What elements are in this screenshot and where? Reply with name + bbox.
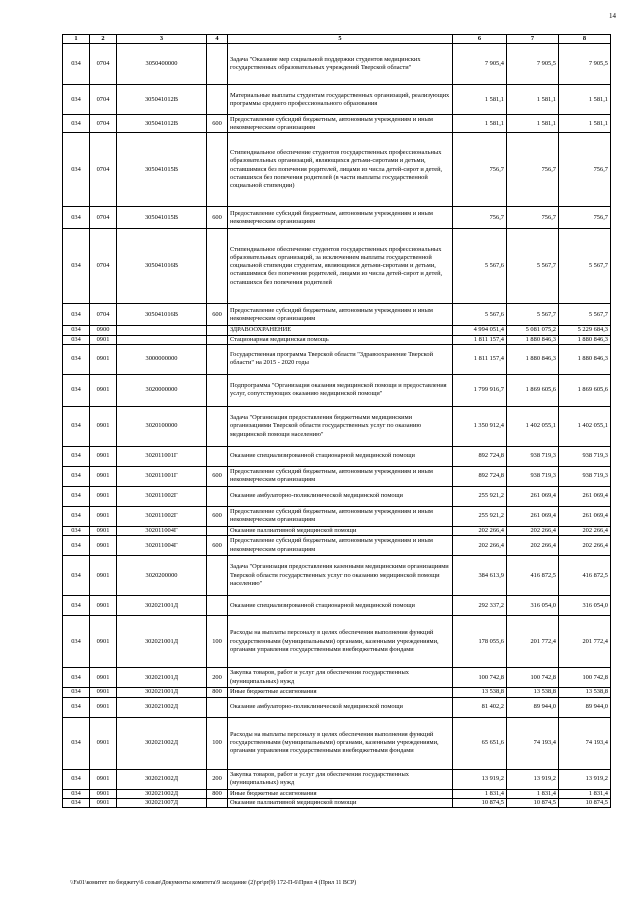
cell-item-name: Расходы на выплаты персоналу в целях обеспечения выполнения функций государственными (муниципальными) органами, казенными учреждениями, органами управления государственными внебюджетными фондами	[228, 616, 453, 668]
cell-amount-col8: 10 874,5	[559, 798, 611, 807]
cell-target-article: 302011001Г	[117, 446, 207, 466]
cell-target-article: 305041016В	[117, 229, 207, 304]
cell-amount-col8: 261 069,4	[559, 486, 611, 506]
cell-amount-col6: 13 919,2	[453, 769, 507, 789]
cell-amount-col7: 316 054,0	[507, 596, 559, 616]
cell-amount-col6: 202 266,4	[453, 526, 507, 535]
cell-section-code: 034	[63, 798, 90, 807]
cell-item-name: Иные бюджетные ассигнования	[228, 688, 453, 697]
cell-expense-type	[207, 44, 228, 85]
cell-subsection-code: 0704	[90, 304, 117, 326]
cell-subsection-code: 0704	[90, 207, 117, 229]
table-row	[63, 115, 611, 133]
table-header-row	[63, 35, 611, 44]
cell-expense-type	[207, 344, 228, 374]
cell-section-code: 034	[63, 616, 90, 668]
cell-amount-col7: 938 719,3	[507, 466, 559, 486]
cell-item-name: Расходы на выплаты персоналу в целях обеспечения выполнения функций государственными (муниципальными) органами, казенными учреждениями, органами управления государственными внебюджетными фондами	[228, 717, 453, 769]
cell-amount-col7: 89 944,0	[507, 697, 559, 717]
cell-amount-col7: 13 538,8	[507, 688, 559, 697]
cell-item-name: Оказание специализированной стационарной медицинской помощи	[228, 446, 453, 466]
cell-subsection-code: 0901	[90, 697, 117, 717]
cell-section-code: 034	[63, 326, 90, 335]
cell-amount-col7: 756,7	[507, 207, 559, 229]
cell-target-article: 302021001Д	[117, 688, 207, 697]
cell-amount-col8: 1 581,1	[559, 115, 611, 133]
cell-amount-col8: 1 581,1	[559, 85, 611, 115]
cell-target-article: 3000000000	[117, 344, 207, 374]
cell-expense-type	[207, 85, 228, 115]
cell-expense-type	[207, 335, 228, 344]
cell-amount-col7: 261 069,4	[507, 506, 559, 526]
cell-amount-col7: 1 831,4	[507, 789, 559, 798]
cell-amount-col6: 1 831,4	[453, 789, 507, 798]
cell-target-article: 3020200000	[117, 556, 207, 596]
cell-target-article: 3020000000	[117, 374, 207, 406]
table-row	[63, 486, 611, 506]
cell-section-code: 034	[63, 44, 90, 85]
budget-table	[62, 34, 611, 808]
cell-subsection-code: 0901	[90, 668, 117, 688]
cell-item-name: Государственная программа Тверской области "Здравоохранение Тверской области" на 2015 - 2020 годы	[228, 344, 453, 374]
cell-target-article: 302011002Г	[117, 486, 207, 506]
cell-amount-col6: 5 567,6	[453, 304, 507, 326]
cell-amount-col6: 1 581,1	[453, 115, 507, 133]
cell-item-name: Задача "Организация предоставления казенными медицинскими организациями Тверской области государственных услуг по оказанию медицинской помощи населению"	[228, 556, 453, 596]
cell-amount-col6: 1 799 916,7	[453, 374, 507, 406]
table-row	[63, 229, 611, 304]
cell-expense-type	[207, 596, 228, 616]
table-row	[63, 44, 611, 85]
cell-amount-col6: 384 613,9	[453, 556, 507, 596]
column-header: 3	[117, 35, 207, 44]
column-header: 4	[207, 35, 228, 44]
table-row	[63, 133, 611, 207]
cell-amount-col8: 74 193,4	[559, 717, 611, 769]
cell-section-code: 034	[63, 207, 90, 229]
cell-subsection-code: 0704	[90, 44, 117, 85]
cell-amount-col6: 892 724,8	[453, 466, 507, 486]
cell-item-name: Подпрограмма "Организация оказания медицинской помощи и предоставления услуг, сопутствующих оказанию медицинской помощи"	[228, 374, 453, 406]
cell-amount-col6: 10 874,5	[453, 798, 507, 807]
cell-subsection-code: 0901	[90, 596, 117, 616]
cell-target-article: 302021001Д	[117, 616, 207, 668]
cell-amount-col8: 756,7	[559, 207, 611, 229]
table-row	[63, 406, 611, 446]
cell-target-article: 305041012В	[117, 85, 207, 115]
cell-subsection-code: 0901	[90, 616, 117, 668]
cell-amount-col6: 1 581,1	[453, 85, 507, 115]
cell-target-article: 302021002Д	[117, 717, 207, 769]
cell-amount-col7: 1 581,1	[507, 85, 559, 115]
cell-section-code: 034	[63, 304, 90, 326]
cell-item-name: Предоставление субсидий бюджетным, автономным учреждениям и иным некоммерческим организациям	[228, 536, 453, 556]
cell-section-code: 034	[63, 688, 90, 697]
cell-amount-col8: 5 229 684,3	[559, 326, 611, 335]
column-header: 5	[228, 35, 453, 44]
cell-amount-col7: 5 081 075,2	[507, 326, 559, 335]
table-row	[63, 374, 611, 406]
cell-section-code: 034	[63, 697, 90, 717]
cell-item-name: Закупка товаров, работ и услуг для обеспечения государственных (муниципальных) нужд	[228, 769, 453, 789]
table-row	[63, 85, 611, 115]
cell-amount-col8: 756,7	[559, 133, 611, 207]
cell-subsection-code: 0901	[90, 374, 117, 406]
cell-item-name: Оказание паллиативной медицинской помощи	[228, 798, 453, 807]
cell-target-article: 305041012В	[117, 115, 207, 133]
cell-target-article: 302011004Г	[117, 526, 207, 535]
cell-target-article: 3050400000	[117, 44, 207, 85]
cell-amount-col6: 5 567,6	[453, 229, 507, 304]
cell-amount-col7: 202 266,4	[507, 536, 559, 556]
cell-subsection-code: 0900	[90, 326, 117, 335]
cell-expense-type: 200	[207, 668, 228, 688]
cell-amount-col7: 416 872,5	[507, 556, 559, 596]
cell-amount-col7: 1 880 846,3	[507, 344, 559, 374]
cell-section-code: 034	[63, 789, 90, 798]
cell-target-article: 302021002Д	[117, 769, 207, 789]
cell-target-article: 305041015В	[117, 207, 207, 229]
cell-amount-col6: 255 921,2	[453, 486, 507, 506]
cell-expense-type	[207, 556, 228, 596]
table-row	[63, 506, 611, 526]
cell-expense-type	[207, 526, 228, 535]
cell-amount-col7: 1 581,1	[507, 115, 559, 133]
cell-item-name: Стационарная медицинская помощь	[228, 335, 453, 344]
cell-subsection-code: 0901	[90, 526, 117, 535]
cell-item-name: Закупка товаров, работ и услуг для обеспечения государственных (муниципальных) нужд	[228, 668, 453, 688]
cell-expense-type: 800	[207, 789, 228, 798]
cell-section-code: 034	[63, 446, 90, 466]
cell-section-code: 034	[63, 344, 90, 374]
cell-section-code: 034	[63, 374, 90, 406]
cell-subsection-code: 0901	[90, 556, 117, 596]
cell-section-code: 034	[63, 506, 90, 526]
column-header: 6	[453, 35, 507, 44]
table-row	[63, 798, 611, 807]
cell-subsection-code: 0901	[90, 446, 117, 466]
cell-amount-col8: 938 719,3	[559, 446, 611, 466]
cell-amount-col7: 74 193,4	[507, 717, 559, 769]
page-number: 14	[609, 12, 616, 20]
cell-item-name: Оказание специализированной стационарной медицинской помощи	[228, 596, 453, 616]
cell-section-code: 034	[63, 526, 90, 535]
cell-amount-col8: 1 869 605,6	[559, 374, 611, 406]
cell-section-code: 034	[63, 406, 90, 446]
cell-amount-col6: 1 811 157,4	[453, 344, 507, 374]
cell-subsection-code: 0901	[90, 688, 117, 697]
cell-amount-col7: 5 567,7	[507, 229, 559, 304]
cell-expense-type: 600	[207, 115, 228, 133]
cell-subsection-code: 0704	[90, 85, 117, 115]
cell-amount-col6: 4 994 051,4	[453, 326, 507, 335]
cell-expense-type	[207, 486, 228, 506]
cell-amount-col8: 7 905,5	[559, 44, 611, 85]
cell-amount-col7: 1 402 055,1	[507, 406, 559, 446]
cell-amount-col6: 7 905,4	[453, 44, 507, 85]
table-row	[63, 556, 611, 596]
cell-expense-type	[207, 133, 228, 207]
cell-expense-type	[207, 326, 228, 335]
table-row	[63, 596, 611, 616]
cell-subsection-code: 0901	[90, 536, 117, 556]
cell-section-code: 034	[63, 486, 90, 506]
cell-target-article: 305041016В	[117, 304, 207, 326]
cell-expense-type: 600	[207, 466, 228, 486]
table-row	[63, 536, 611, 556]
cell-amount-col7: 13 919,2	[507, 769, 559, 789]
table-row	[63, 717, 611, 769]
cell-item-name: Предоставление субсидий бюджетным, автономным учреждениям и иным некоммерческим организациям	[228, 207, 453, 229]
cell-section-code: 034	[63, 229, 90, 304]
cell-target-article: 302021002Д	[117, 697, 207, 717]
cell-amount-col8: 100 742,8	[559, 668, 611, 688]
cell-amount-col7: 1 880 846,3	[507, 335, 559, 344]
table-row	[63, 344, 611, 374]
table-row	[63, 446, 611, 466]
table-row	[63, 688, 611, 697]
cell-expense-type: 800	[207, 688, 228, 697]
cell-amount-col8: 1 831,4	[559, 789, 611, 798]
cell-section-code: 034	[63, 466, 90, 486]
cell-target-article: 302021002Д	[117, 789, 207, 798]
table-row	[63, 789, 611, 798]
cell-subsection-code: 0901	[90, 466, 117, 486]
cell-target-article: 302011004Г	[117, 536, 207, 556]
cell-amount-col6: 100 742,8	[453, 668, 507, 688]
cell-item-name: Оказание паллиативной медицинской помощи	[228, 526, 453, 535]
cell-amount-col8: 89 944,0	[559, 697, 611, 717]
cell-amount-col6: 65 651,6	[453, 717, 507, 769]
cell-amount-col8: 5 567,7	[559, 304, 611, 326]
cell-amount-col8: 1 880 846,3	[559, 335, 611, 344]
cell-amount-col7: 201 772,4	[507, 616, 559, 668]
cell-item-name: Оказание амбулаторно-поликлинической медицинской помощи	[228, 486, 453, 506]
cell-amount-col7: 100 742,8	[507, 668, 559, 688]
cell-amount-col7: 10 874,5	[507, 798, 559, 807]
cell-item-name: Стипендиальное обеспечение студентов государственных профессиональных образовательных организаций, за исключением выплаты государственной социальной стипендии студентам, являющимся детьми-сиротами и детьми, оставшимися без попечения родителей, лицами из числа детей-сирот и детей, оставшихся без попечения родителей	[228, 229, 453, 304]
cell-subsection-code: 0901	[90, 769, 117, 789]
cell-item-name: Материальные выплаты студентам государственных организаций, реализующих программы среднего профессионального образования	[228, 85, 453, 115]
cell-amount-col8: 416 872,5	[559, 556, 611, 596]
cell-item-name: Предоставление субсидий бюджетным, автономным учреждениям и иным некоммерческим организациям	[228, 506, 453, 526]
table-row	[63, 668, 611, 688]
cell-expense-type	[207, 406, 228, 446]
column-header: 2	[90, 35, 117, 44]
cell-section-code: 034	[63, 556, 90, 596]
table-row	[63, 207, 611, 229]
cell-item-name: Задача "Оказание мер социальной поддержки студентов медицинских государственных образовательных учреждений Тверской области"	[228, 44, 453, 85]
cell-amount-col8: 201 772,4	[559, 616, 611, 668]
column-header: 7	[507, 35, 559, 44]
cell-amount-col7: 5 567,7	[507, 304, 559, 326]
cell-amount-col6: 13 538,8	[453, 688, 507, 697]
table-row	[63, 326, 611, 335]
cell-amount-col8: 13 538,8	[559, 688, 611, 697]
table-row	[63, 697, 611, 717]
cell-expense-type	[207, 446, 228, 466]
cell-subsection-code: 0901	[90, 486, 117, 506]
cell-subsection-code: 0901	[90, 798, 117, 807]
cell-amount-col8: 1 402 055,1	[559, 406, 611, 446]
cell-amount-col7: 1 869 605,6	[507, 374, 559, 406]
cell-target-article: 302021001Д	[117, 596, 207, 616]
cell-amount-col8: 202 266,4	[559, 536, 611, 556]
table-row	[63, 466, 611, 486]
cell-subsection-code: 0901	[90, 344, 117, 374]
cell-target-article: 302011001Г	[117, 466, 207, 486]
cell-section-code: 034	[63, 335, 90, 344]
footer-file-path: \\Fs01\комитет по бюджету\6 созыв\Документы комитета\9 заседание (2)\pr\pr(9) 172-П-6\Прил 4 (Прил 11 ВСР)	[70, 880, 357, 886]
cell-expense-type: 100	[207, 717, 228, 769]
cell-subsection-code: 0901	[90, 717, 117, 769]
cell-amount-col6: 1 350 912,4	[453, 406, 507, 446]
cell-section-code: 034	[63, 717, 90, 769]
cell-amount-col7: 261 069,4	[507, 486, 559, 506]
cell-target-article	[117, 326, 207, 335]
cell-expense-type	[207, 798, 228, 807]
cell-item-name: Предоставление субсидий бюджетным, автономным учреждениям и иным некоммерческим организациям	[228, 115, 453, 133]
cell-item-name: Стипендиальное обеспечение студентов государственных профессиональных образовательных организаций, являющихся детьми-сиротами и детьми, оставшимися без попечения родителей, лицами из числа детей-сирот и детей, оставшихся без попечения родителей (в части выплаты государственной социальной стипендии)	[228, 133, 453, 207]
cell-item-name: Предоставление субсидий бюджетным, автономным учреждениям и иным некоммерческим организациям	[228, 304, 453, 326]
cell-amount-col6: 202 266,4	[453, 536, 507, 556]
cell-target-article	[117, 335, 207, 344]
cell-expense-type: 600	[207, 304, 228, 326]
cell-subsection-code: 0901	[90, 335, 117, 344]
cell-amount-col8: 1 880 846,3	[559, 344, 611, 374]
cell-expense-type: 600	[207, 207, 228, 229]
cell-expense-type	[207, 229, 228, 304]
cell-expense-type: 200	[207, 769, 228, 789]
cell-target-article: 305041015В	[117, 133, 207, 207]
cell-amount-col6: 756,7	[453, 207, 507, 229]
cell-expense-type: 600	[207, 506, 228, 526]
cell-subsection-code: 0901	[90, 506, 117, 526]
cell-section-code: 034	[63, 85, 90, 115]
cell-amount-col7: 7 905,5	[507, 44, 559, 85]
cell-item-name: Иные бюджетные ассигнования	[228, 789, 453, 798]
cell-amount-col8: 13 919,2	[559, 769, 611, 789]
cell-section-code: 034	[63, 769, 90, 789]
table-row	[63, 335, 611, 344]
cell-subsection-code: 0901	[90, 789, 117, 798]
cell-amount-col8: 202 266,4	[559, 526, 611, 535]
cell-target-article: 302021007Д	[117, 798, 207, 807]
cell-expense-type: 600	[207, 536, 228, 556]
cell-section-code: 034	[63, 668, 90, 688]
cell-amount-col6: 178 055,6	[453, 616, 507, 668]
cell-section-code: 034	[63, 536, 90, 556]
column-header: 1	[63, 35, 90, 44]
cell-target-article: 3020100000	[117, 406, 207, 446]
cell-item-name: Оказание амбулаторно-поликлинической медицинской помощи	[228, 697, 453, 717]
cell-amount-col6: 1 811 157,4	[453, 335, 507, 344]
cell-amount-col7: 938 719,3	[507, 446, 559, 466]
cell-amount-col7: 756,7	[507, 133, 559, 207]
table-row	[63, 304, 611, 326]
cell-subsection-code: 0704	[90, 133, 117, 207]
cell-amount-col8: 316 054,0	[559, 596, 611, 616]
cell-amount-col8: 5 567,7	[559, 229, 611, 304]
table-row	[63, 526, 611, 535]
cell-amount-col8: 938 719,3	[559, 466, 611, 486]
cell-amount-col6: 292 337,2	[453, 596, 507, 616]
table-row	[63, 769, 611, 789]
cell-item-name: Задача "Организация предоставления бюджетными медицинскими организациями Тверской области государственных услуг по оказанию медицинской помощи населению"	[228, 406, 453, 446]
cell-amount-col6: 81 402,2	[453, 697, 507, 717]
column-header: 8	[559, 35, 611, 44]
cell-subsection-code: 0704	[90, 115, 117, 133]
cell-amount-col6: 756,7	[453, 133, 507, 207]
table-row	[63, 616, 611, 668]
cell-amount-col7: 202 266,4	[507, 526, 559, 535]
cell-subsection-code: 0704	[90, 229, 117, 304]
cell-amount-col6: 255 921,2	[453, 506, 507, 526]
cell-section-code: 034	[63, 133, 90, 207]
cell-expense-type	[207, 374, 228, 406]
cell-expense-type	[207, 697, 228, 717]
cell-amount-col8: 261 069,4	[559, 506, 611, 526]
cell-subsection-code: 0901	[90, 406, 117, 446]
cell-amount-col6: 892 724,8	[453, 446, 507, 466]
cell-target-article: 302021001Д	[117, 668, 207, 688]
cell-item-name: Предоставление субсидий бюджетным, автономным учреждениям и иным некоммерческим организациям	[228, 466, 453, 486]
cell-target-article: 302011002Г	[117, 506, 207, 526]
cell-expense-type: 100	[207, 616, 228, 668]
cell-item-name: ЗДРАВООХРАНЕНИЕ	[228, 326, 453, 335]
cell-section-code: 034	[63, 115, 90, 133]
cell-section-code: 034	[63, 596, 90, 616]
